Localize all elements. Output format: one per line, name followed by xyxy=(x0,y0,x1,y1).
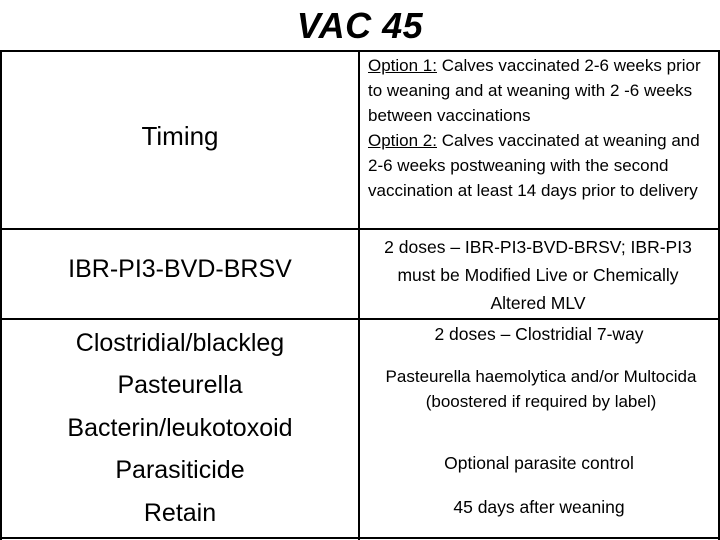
parasiticide-label: Parasiticide xyxy=(115,456,245,484)
ibr-label: IBR-PI3-BVD-BRSV xyxy=(68,255,292,283)
retain-value: 45 days after weaning xyxy=(453,497,625,517)
ibr-value: 2 doses – IBR-PI3-BVD-BRSV; IBR-PI3 must be Modified Live or Chemically Altered MLV xyxy=(384,237,692,313)
table-bottom-border xyxy=(0,537,720,539)
timing-label: Timing xyxy=(141,121,219,151)
option1-text: Calves vaccinated 2-6 weeks prior to weaning and at weaning with 2 -6 weeks between vaccinations xyxy=(368,56,701,125)
page-title: VAC 45 xyxy=(296,5,424,46)
table-top-border xyxy=(0,50,720,52)
pasteurella-value: Pasteurella haemolytica and/or Multocida (boostered if required by label) xyxy=(385,367,697,411)
option2-text: Calves vaccinated at weaning and 2-6 weeks postweaning with the second vaccination at least 14 days prior to delivery xyxy=(368,131,700,200)
retain-label: Retain xyxy=(143,499,217,527)
pasteurella-label-line2: Bacterin/leukotoxoid xyxy=(67,414,293,442)
pasteurella-label xyxy=(2,364,358,450)
timing-options xyxy=(368,53,716,203)
option1-label: Option 1: xyxy=(368,56,437,75)
clostridial-label: Clostridial/blackleg xyxy=(75,329,285,357)
parasiticide-value: Optional parasite control xyxy=(444,453,634,473)
row-divider xyxy=(0,228,720,230)
pasteurella-label-line1: Pasteurella xyxy=(117,371,243,399)
row-divider xyxy=(0,318,720,320)
table-column-divider xyxy=(358,50,360,540)
clostridial-value: 2 doses – Clostridial 7-way xyxy=(434,324,644,344)
option2-label: Option 2: xyxy=(368,131,437,150)
